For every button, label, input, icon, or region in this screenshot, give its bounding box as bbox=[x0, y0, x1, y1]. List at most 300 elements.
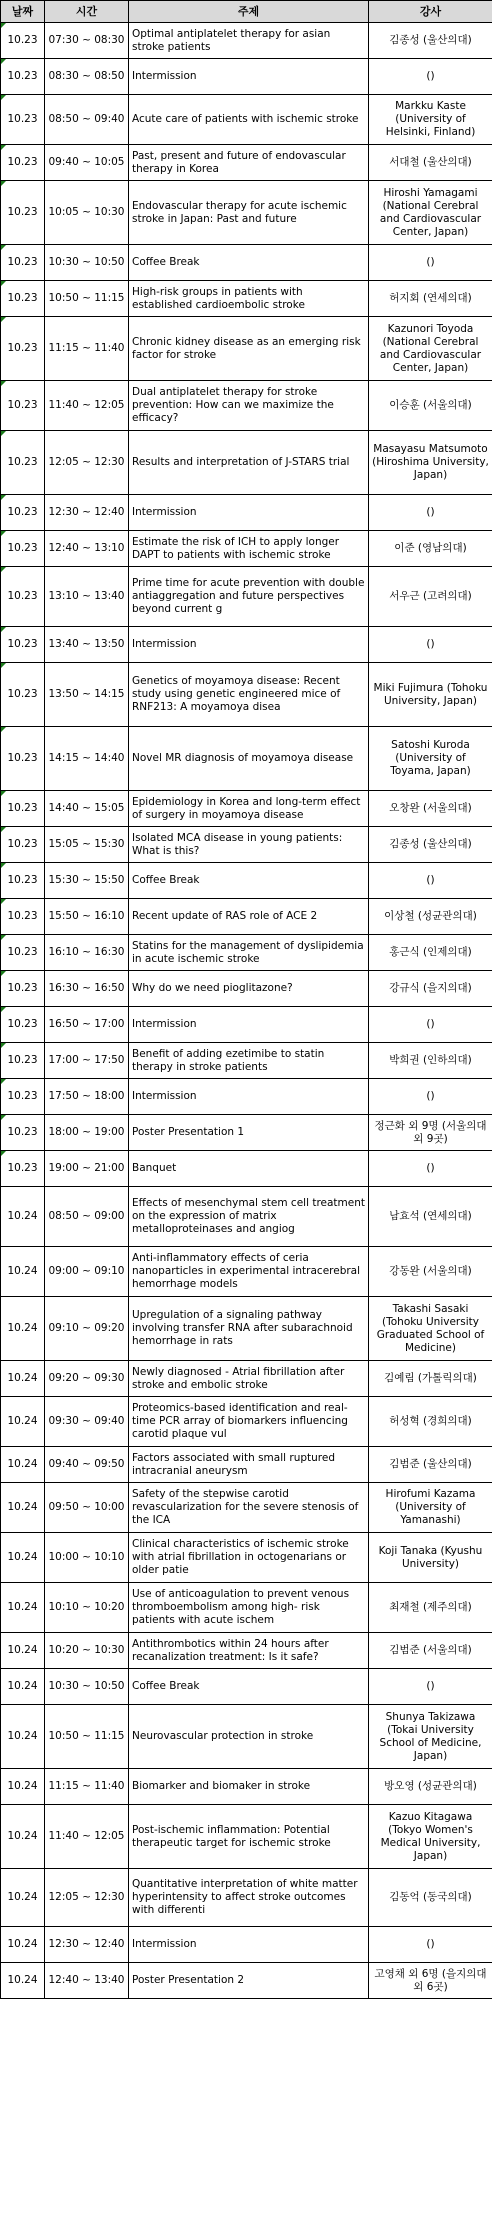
table-row bbox=[1, 1805, 492, 1869]
speaker-cell bbox=[369, 1247, 492, 1297]
topic-cell bbox=[129, 317, 369, 381]
speaker-cell bbox=[369, 1115, 492, 1151]
time-cell-text: 11:40 ~ 12:05 bbox=[48, 399, 125, 411]
date-cell bbox=[1, 1869, 45, 1927]
date-cell-text: 10.24 bbox=[7, 1322, 38, 1334]
time-cell-text: 09:50 ~ 10:00 bbox=[48, 1501, 125, 1513]
topic-cell-text: Coffee Break bbox=[132, 1680, 200, 1692]
speaker-cell bbox=[369, 935, 492, 971]
date-cell-text: 10.23 bbox=[7, 802, 38, 814]
time-cell bbox=[45, 1869, 129, 1927]
time-cell bbox=[45, 281, 129, 317]
time-cell-text: 10:05 ~ 10:30 bbox=[48, 206, 125, 218]
speaker-cell bbox=[369, 1397, 492, 1447]
topic-cell bbox=[129, 281, 369, 317]
speaker-cell bbox=[369, 381, 492, 431]
comment-marker-icon bbox=[1, 899, 6, 904]
date-cell bbox=[1, 431, 45, 495]
speaker-cell bbox=[369, 1583, 492, 1633]
topic-cell bbox=[129, 1483, 369, 1533]
time-cell bbox=[45, 23, 129, 59]
speaker-cell-text: 이상철 (성균관의대) bbox=[384, 910, 477, 922]
speaker-cell bbox=[369, 1297, 492, 1361]
table-row bbox=[1, 281, 492, 317]
topic-cell-text: Biomarker and biomaker in stroke bbox=[132, 1780, 311, 1792]
speaker-cell bbox=[369, 1963, 492, 1999]
comment-marker-icon bbox=[1, 245, 6, 250]
date-cell-text: 10.23 bbox=[7, 982, 38, 994]
table-row bbox=[1, 791, 492, 827]
date-cell-text: 10.24 bbox=[7, 1730, 38, 1742]
topic-cell bbox=[129, 495, 369, 531]
speaker-cell-text: () bbox=[426, 638, 435, 650]
table-row bbox=[1, 1007, 492, 1043]
speaker-cell bbox=[369, 495, 492, 531]
speaker-cell bbox=[369, 245, 492, 281]
date-cell bbox=[1, 1007, 45, 1043]
topic-cell bbox=[129, 1115, 369, 1151]
speaker-cell bbox=[369, 431, 492, 495]
date-cell bbox=[1, 1115, 45, 1151]
speaker-cell-text: 김종성 (울산의대) bbox=[389, 838, 472, 850]
speaker-cell-text: Masayasu Matsumoto (Hiroshima University, Japan) bbox=[372, 443, 489, 481]
speaker-cell bbox=[369, 863, 492, 899]
time-cell-text: 09:30 ~ 09:40 bbox=[48, 1415, 125, 1427]
speaker-cell-text: Koji Tanaka (Kyushu University) bbox=[378, 1544, 483, 1570]
date-cell-text: 10.24 bbox=[7, 1265, 38, 1277]
date-cell-text: 10.23 bbox=[7, 70, 38, 82]
speaker-cell bbox=[369, 59, 492, 95]
comment-marker-icon bbox=[1, 863, 6, 868]
time-cell-text: 10:30 ~ 10:50 bbox=[48, 1680, 125, 1692]
time-cell bbox=[45, 567, 129, 627]
time-cell-text: 12:30 ~ 12:40 bbox=[48, 506, 125, 518]
topic-cell bbox=[129, 863, 369, 899]
speaker-cell bbox=[369, 1079, 492, 1115]
date-cell-text: 10.23 bbox=[7, 910, 38, 922]
topic-cell bbox=[129, 1583, 369, 1633]
table-row bbox=[1, 145, 492, 181]
time-cell bbox=[45, 727, 129, 791]
table-row bbox=[1, 431, 492, 495]
topic-cell-text: Isolated MCA disease in young patients: What is this? bbox=[132, 831, 343, 857]
date-cell-text: 10.24 bbox=[7, 1551, 38, 1563]
header-topic: 주제 bbox=[129, 1, 369, 23]
speaker-cell-text: 이승훈 (서울의대) bbox=[389, 399, 472, 411]
topic-cell bbox=[129, 1151, 369, 1187]
topic-cell-text: Chronic kidney disease as an emerging risk factor for stroke bbox=[132, 335, 361, 361]
topic-cell-text: Antithrombotics within 24 hours after recanalization treatment: Is it safe? bbox=[132, 1637, 329, 1663]
time-cell-text: 19:00 ~ 21:00 bbox=[48, 1162, 125, 1174]
time-cell bbox=[45, 317, 129, 381]
speaker-cell bbox=[369, 1483, 492, 1533]
comment-marker-icon bbox=[1, 1151, 6, 1156]
comment-marker-icon bbox=[1, 317, 6, 322]
date-cell-text: 10.23 bbox=[7, 34, 38, 46]
topic-cell bbox=[129, 791, 369, 827]
topic-cell bbox=[129, 1769, 369, 1805]
time-cell bbox=[45, 1963, 129, 1999]
topic-cell bbox=[129, 1297, 369, 1361]
time-cell bbox=[45, 1247, 129, 1297]
date-cell-text: 10.24 bbox=[7, 1458, 38, 1470]
speaker-cell bbox=[369, 23, 492, 59]
table-row bbox=[1, 1297, 492, 1361]
date-cell bbox=[1, 567, 45, 627]
time-cell bbox=[45, 1633, 129, 1669]
comment-marker-icon bbox=[1, 727, 6, 732]
topic-cell-text: Post-ischemic inflammation: Potential therapeutic target for ischemic stroke bbox=[132, 1823, 331, 1849]
date-cell bbox=[1, 899, 45, 935]
date-cell bbox=[1, 1927, 45, 1963]
topic-cell bbox=[129, 59, 369, 95]
time-cell bbox=[45, 431, 129, 495]
speaker-cell bbox=[369, 1007, 492, 1043]
date-cell-text: 10.23 bbox=[7, 1162, 38, 1174]
topic-cell-text: Dual antiplatelet therapy for stroke prevention: How can we maximize the efficacy? bbox=[132, 386, 334, 424]
speaker-cell bbox=[369, 727, 492, 791]
speaker-cell bbox=[369, 1705, 492, 1769]
date-cell bbox=[1, 1483, 45, 1533]
date-cell bbox=[1, 935, 45, 971]
time-cell bbox=[45, 1447, 129, 1483]
speaker-cell bbox=[369, 181, 492, 245]
topic-cell bbox=[129, 95, 369, 145]
comment-marker-icon bbox=[1, 281, 6, 286]
date-cell bbox=[1, 1361, 45, 1397]
topic-cell-text: Intermission bbox=[132, 638, 197, 650]
topic-cell bbox=[129, 145, 369, 181]
topic-cell-text: Genetics of moyamoya disease: Recent study using genetic engineered mice of RNF213: A moyamoya disea bbox=[132, 675, 341, 713]
time-cell bbox=[45, 1583, 129, 1633]
table-row bbox=[1, 971, 492, 1007]
time-cell-text: 10:00 ~ 10:10 bbox=[48, 1551, 125, 1563]
time-cell-text: 15:30 ~ 15:50 bbox=[48, 874, 125, 886]
date-cell bbox=[1, 791, 45, 827]
time-cell-text: 14:15 ~ 14:40 bbox=[48, 752, 125, 764]
topic-cell-text: Intermission bbox=[132, 1938, 197, 1950]
table-row bbox=[1, 1483, 492, 1533]
speaker-cell-text: () bbox=[426, 256, 435, 268]
time-cell bbox=[45, 791, 129, 827]
table-row bbox=[1, 1151, 492, 1187]
topic-cell bbox=[129, 935, 369, 971]
topic-cell-text: Neurovascular protection in stroke bbox=[132, 1730, 314, 1742]
time-cell bbox=[45, 827, 129, 863]
speaker-cell bbox=[369, 1533, 492, 1583]
topic-cell bbox=[129, 899, 369, 935]
time-cell-text: 17:00 ~ 17:50 bbox=[48, 1054, 125, 1066]
date-cell-text: 10.23 bbox=[7, 506, 38, 518]
comment-marker-icon bbox=[1, 791, 6, 796]
time-cell-text: 16:10 ~ 16:30 bbox=[48, 946, 125, 958]
topic-cell-text: Prime time for acute prevention with double antiaggregation and future perspectives beyond current g bbox=[132, 577, 365, 615]
time-cell-text: 08:50 ~ 09:00 bbox=[48, 1210, 125, 1222]
time-cell bbox=[45, 1397, 129, 1447]
date-cell-text: 10.23 bbox=[7, 874, 38, 886]
topic-cell bbox=[129, 1187, 369, 1247]
speaker-cell bbox=[369, 899, 492, 935]
speaker-cell bbox=[369, 1669, 492, 1705]
topic-cell-text: Poster Presentation 1 bbox=[132, 1126, 245, 1138]
date-cell-text: 10.24 bbox=[7, 1780, 38, 1792]
time-cell bbox=[45, 531, 129, 567]
speaker-cell-text: 김동억 (동국의대) bbox=[389, 1891, 472, 1903]
speaker-cell-text: () bbox=[426, 1938, 435, 1950]
topic-cell-text: Proteomics-based identification and real-time PCR array of biomarkers influencing carotid plaque vul bbox=[132, 1402, 348, 1440]
table-row bbox=[1, 59, 492, 95]
date-cell-text: 10.24 bbox=[7, 1210, 38, 1222]
topic-cell-text: Effects of mesenchymal stem cell treatment on the expression of matrix metalloproteinases and angiog bbox=[132, 1197, 366, 1235]
table-row bbox=[1, 317, 492, 381]
time-cell-text: 12:40 ~ 13:40 bbox=[48, 1974, 125, 1986]
date-cell bbox=[1, 1669, 45, 1705]
table-row bbox=[1, 727, 492, 791]
date-cell bbox=[1, 531, 45, 567]
speaker-cell-text: () bbox=[426, 506, 435, 518]
time-cell bbox=[45, 971, 129, 1007]
date-cell-text: 10.23 bbox=[7, 156, 38, 168]
comment-marker-icon bbox=[1, 1007, 6, 1012]
table-row bbox=[1, 1769, 492, 1805]
speaker-cell bbox=[369, 663, 492, 727]
speaker-cell-text: 정근화 외 9명 (서울의대 외 9곳) bbox=[374, 1119, 487, 1145]
comment-marker-icon bbox=[1, 1079, 6, 1084]
date-cell bbox=[1, 59, 45, 95]
speaker-cell-text: 강규식 (을지의대) bbox=[389, 982, 472, 994]
date-cell-text: 10.24 bbox=[7, 1938, 38, 1950]
header-speaker: 강사 bbox=[369, 1, 492, 23]
topic-cell-text: Estimate the risk of ICH to apply longer DAPT to patients with ischemic stroke bbox=[132, 535, 340, 561]
table-row bbox=[1, 1397, 492, 1447]
time-cell-text: 10:30 ~ 10:50 bbox=[48, 256, 125, 268]
comment-marker-icon bbox=[1, 381, 6, 386]
date-cell-text: 10.23 bbox=[7, 1054, 38, 1066]
time-cell-text: 17:50 ~ 18:00 bbox=[48, 1090, 125, 1102]
speaker-cell-text: () bbox=[426, 1680, 435, 1692]
time-cell-text: 10:10 ~ 10:20 bbox=[48, 1601, 125, 1613]
speaker-cell-text: Markku Kaste (University of Helsinki, Finland) bbox=[385, 100, 476, 138]
schedule-rows bbox=[1, 23, 492, 1999]
topic-cell bbox=[129, 1705, 369, 1769]
time-cell bbox=[45, 1361, 129, 1397]
time-cell-text: 09:40 ~ 10:05 bbox=[48, 156, 125, 168]
speaker-cell bbox=[369, 317, 492, 381]
speaker-cell bbox=[369, 1869, 492, 1927]
date-cell bbox=[1, 1447, 45, 1483]
speaker-cell bbox=[369, 1361, 492, 1397]
comment-marker-icon bbox=[1, 431, 6, 436]
topic-cell bbox=[129, 1007, 369, 1043]
time-cell-text: 11:15 ~ 11:40 bbox=[48, 1780, 125, 1792]
topic-cell-text: Acute care of patients with ischemic stroke bbox=[132, 113, 359, 125]
date-cell-text: 10.23 bbox=[7, 1126, 38, 1138]
comment-marker-icon bbox=[1, 145, 6, 150]
speaker-cell bbox=[369, 531, 492, 567]
time-cell bbox=[45, 1297, 129, 1361]
topic-cell bbox=[129, 1963, 369, 1999]
date-cell-text: 10.23 bbox=[7, 292, 38, 304]
topic-cell bbox=[129, 1533, 369, 1583]
table-row bbox=[1, 663, 492, 727]
time-cell bbox=[45, 245, 129, 281]
date-cell bbox=[1, 1297, 45, 1361]
speaker-cell-text: 최재철 (제주의대) bbox=[389, 1601, 472, 1613]
comment-marker-icon bbox=[1, 971, 6, 976]
speaker-cell bbox=[369, 1769, 492, 1805]
table-row bbox=[1, 627, 492, 663]
topic-cell-text: Poster Presentation 2 bbox=[132, 1974, 245, 1986]
speaker-cell-text: Satoshi Kuroda (University of Toyama, Japan) bbox=[390, 739, 471, 777]
time-cell bbox=[45, 1483, 129, 1533]
topic-cell-text: Newly diagnosed - Atrial fibrillation after stroke and embolic stroke bbox=[132, 1365, 345, 1391]
time-cell-text: 14:40 ~ 15:05 bbox=[48, 802, 125, 814]
time-cell bbox=[45, 899, 129, 935]
comment-marker-icon bbox=[1, 59, 6, 64]
date-cell bbox=[1, 245, 45, 281]
table-row bbox=[1, 863, 492, 899]
speaker-cell-text: () bbox=[426, 1090, 435, 1102]
speaker-cell-text: Miki Fujimura (Tohoku University, Japan) bbox=[373, 681, 488, 707]
topic-cell bbox=[129, 1633, 369, 1669]
time-cell bbox=[45, 1079, 129, 1115]
date-cell-text: 10.23 bbox=[7, 1090, 38, 1102]
table-row bbox=[1, 1115, 492, 1151]
time-cell bbox=[45, 1151, 129, 1187]
date-cell bbox=[1, 1533, 45, 1583]
date-cell bbox=[1, 1043, 45, 1079]
date-cell-text: 10.23 bbox=[7, 113, 38, 125]
topic-cell bbox=[129, 1043, 369, 1079]
speaker-cell bbox=[369, 1187, 492, 1247]
speaker-cell-text: Shunya Takizawa (Tokai University School of Medicine, Japan) bbox=[379, 1710, 482, 1762]
topic-cell-text: Quantitative interpretation of white matter hyperintensity to affect stroke outcomes with differenti bbox=[132, 1878, 358, 1916]
time-cell-text: 08:30 ~ 08:50 bbox=[48, 70, 125, 82]
speaker-cell-text: 박희권 (인하의대) bbox=[389, 1054, 472, 1066]
speaker-cell bbox=[369, 1633, 492, 1669]
time-cell bbox=[45, 95, 129, 145]
date-cell-text: 10.23 bbox=[7, 590, 38, 602]
table-row bbox=[1, 1963, 492, 1999]
date-cell-text: 10.23 bbox=[7, 399, 38, 411]
time-cell-text: 18:00 ~ 19:00 bbox=[48, 1126, 125, 1138]
date-cell bbox=[1, 145, 45, 181]
time-cell bbox=[45, 1927, 129, 1963]
time-cell bbox=[45, 1007, 129, 1043]
table-row bbox=[1, 899, 492, 935]
table-row bbox=[1, 23, 492, 59]
speaker-cell bbox=[369, 1805, 492, 1869]
time-cell bbox=[45, 1187, 129, 1247]
speaker-cell-text: Kazunori Toyoda (National Cerebral and Cardiovascular Center, Japan) bbox=[379, 322, 482, 374]
date-cell bbox=[1, 663, 45, 727]
topic-cell bbox=[129, 827, 369, 863]
comment-marker-icon bbox=[1, 663, 6, 668]
date-cell-text: 10.23 bbox=[7, 752, 38, 764]
speaker-cell-text: () bbox=[426, 70, 435, 82]
table-row bbox=[1, 531, 492, 567]
time-cell bbox=[45, 1769, 129, 1805]
time-cell-text: 16:50 ~ 17:00 bbox=[48, 1018, 125, 1030]
date-cell-text: 10.23 bbox=[7, 456, 38, 468]
topic-cell bbox=[129, 23, 369, 59]
speaker-cell-text: 강동완 (서울의대) bbox=[389, 1265, 472, 1277]
date-cell-text: 10.24 bbox=[7, 1830, 38, 1842]
speaker-cell-text: 김예림 (가톨릭의대) bbox=[384, 1372, 477, 1384]
time-cell-text: 09:00 ~ 09:10 bbox=[48, 1265, 125, 1277]
table-row bbox=[1, 1247, 492, 1297]
date-cell bbox=[1, 863, 45, 899]
speaker-cell bbox=[369, 791, 492, 827]
time-cell-text: 10:50 ~ 11:15 bbox=[48, 1730, 125, 1742]
date-cell bbox=[1, 1079, 45, 1115]
comment-marker-icon bbox=[1, 567, 6, 572]
topic-cell-text: Benefit of adding ezetimibe to statin therapy in stroke patients bbox=[132, 1047, 325, 1073]
topic-cell bbox=[129, 1361, 369, 1397]
time-cell bbox=[45, 381, 129, 431]
date-cell-text: 10.23 bbox=[7, 542, 38, 554]
date-cell bbox=[1, 1633, 45, 1669]
speaker-cell bbox=[369, 971, 492, 1007]
topic-cell bbox=[129, 1397, 369, 1447]
date-cell-text: 10.24 bbox=[7, 1372, 38, 1384]
speaker-cell-text: 서우근 (고려의대) bbox=[389, 590, 472, 602]
time-cell bbox=[45, 145, 129, 181]
date-cell bbox=[1, 95, 45, 145]
topic-cell bbox=[129, 567, 369, 627]
time-cell-text: 12:05 ~ 12:30 bbox=[48, 1891, 125, 1903]
header-date: 날짜 bbox=[1, 1, 45, 23]
topic-cell-text: Use of anticoagulation to prevent venous thromboembolism among high- risk patients with acute ischem bbox=[132, 1588, 350, 1626]
table-row bbox=[1, 245, 492, 281]
time-cell-text: 11:40 ~ 12:05 bbox=[48, 1830, 125, 1842]
date-cell bbox=[1, 1805, 45, 1869]
date-cell bbox=[1, 181, 45, 245]
speaker-cell-text: 이준 (영남의대) bbox=[394, 542, 467, 554]
time-cell-text: 08:50 ~ 09:40 bbox=[48, 113, 125, 125]
comment-marker-icon bbox=[1, 23, 6, 28]
topic-cell bbox=[129, 245, 369, 281]
table-row bbox=[1, 95, 492, 145]
time-cell-text: 09:20 ~ 09:30 bbox=[48, 1372, 125, 1384]
time-cell-text: 13:40 ~ 13:50 bbox=[48, 638, 125, 650]
topic-cell bbox=[129, 727, 369, 791]
table-row bbox=[1, 1187, 492, 1247]
speaker-cell-text: 고영채 외 6명 (을지의대 외 6곳) bbox=[374, 1967, 487, 1993]
speaker-cell bbox=[369, 145, 492, 181]
time-cell bbox=[45, 1805, 129, 1869]
topic-cell-text: Past, present and future of endovascular therapy in Korea bbox=[132, 149, 346, 175]
date-cell bbox=[1, 381, 45, 431]
table-row bbox=[1, 381, 492, 431]
table-row bbox=[1, 181, 492, 245]
comment-marker-icon bbox=[1, 935, 6, 940]
speaker-cell-text: 방오영 (성균관의대) bbox=[384, 1780, 477, 1792]
topic-cell-text: Endovascular therapy for acute ischemic stroke in Japan: Past and future bbox=[132, 199, 347, 225]
time-cell-text: 10:20 ~ 10:30 bbox=[48, 1644, 125, 1656]
topic-cell bbox=[129, 663, 369, 727]
topic-cell bbox=[129, 1669, 369, 1705]
table-row bbox=[1, 827, 492, 863]
speaker-cell-text: () bbox=[426, 1162, 435, 1174]
time-cell-text: 12:40 ~ 13:10 bbox=[48, 542, 125, 554]
date-cell-text: 10.23 bbox=[7, 946, 38, 958]
speaker-cell-text: Kazuo Kitagawa (Tokyo Women's Medical University, Japan) bbox=[380, 1810, 481, 1862]
date-cell-text: 10.24 bbox=[7, 1891, 38, 1903]
speaker-cell-text: 김범준 (서울의대) bbox=[389, 1644, 472, 1656]
date-cell bbox=[1, 1397, 45, 1447]
speaker-cell bbox=[369, 627, 492, 663]
